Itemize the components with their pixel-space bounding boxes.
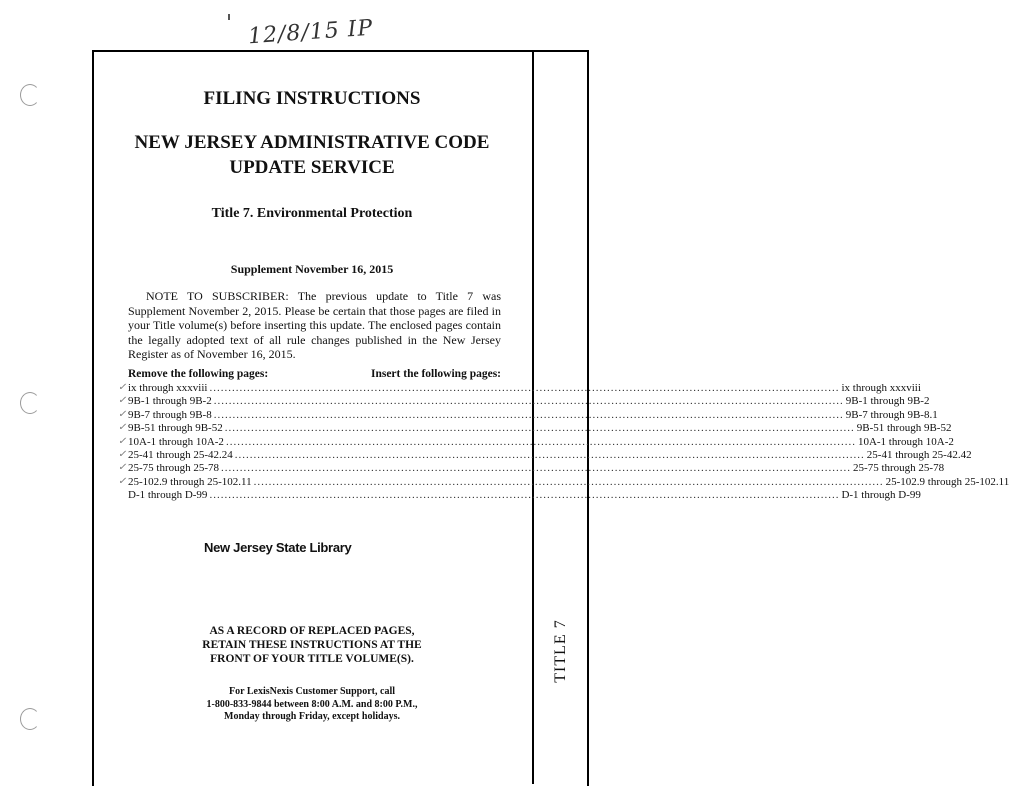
table-row [128,489,921,502]
table-row [118,395,930,408]
page-replacement-table [118,368,1009,503]
table-row [118,448,972,462]
dot-leader [214,395,844,407]
punch-hole-icon [20,84,40,106]
library-stamp: New Jersey State Library [204,540,352,555]
table-row [118,462,945,475]
checkmark-icon: ✓ [118,462,127,474]
dot-leader [254,476,884,488]
dot-leader [221,462,851,474]
record-line: RETAIN THESE INSTRUCTIONS AT THE [202,639,422,651]
insert-pages-cell: 9B-51 through 9B-52 [856,422,952,435]
customer-support-info [92,686,532,724]
remove-pages-cell: 25-102.9 through 25-102.11 [128,475,252,488]
remove-pages-cell: 25-41 through 25-42.24 [128,448,233,461]
support-line: For LexisNexis Customer Support, call [228,686,395,697]
spine-title-label: TITLE 7 [552,619,569,683]
insert-pages-cell: 25-102.9 through 25-102.11 [885,475,1009,488]
checkmark-icon: ✓ [118,448,127,460]
punch-hole-icon [20,708,40,730]
pen-mark [228,14,230,20]
dot-leader [226,436,856,448]
service-title-line: UPDATE SERVICE [229,157,395,178]
checkmark-icon: ✓ [118,435,127,447]
remove-pages-cell: ix through xxxviii [128,382,208,394]
record-instructions [92,624,532,666]
insert-pages-cell: D-1 through D-99 [841,489,921,502]
insert-pages-cell: 9B-1 through 9B-2 [845,395,930,408]
remove-pages-cell: 25-75 through 25-78 [128,462,220,475]
dot-leader [214,409,844,421]
dot-leader [209,382,839,394]
table-row [118,475,1009,489]
remove-pages-cell: 10A-1 through 10A-2 [128,435,224,448]
handwritten-date-note: 12/8/15 IP [247,15,375,50]
checkmark-icon: ✓ [118,382,127,393]
insert-pages-cell: 9B-7 through 9B-8.1 [845,408,938,421]
supplement-date: Supplement November 16, 2015 [230,262,394,276]
checkmark-icon: ✓ [118,395,127,407]
service-title [92,130,532,180]
support-line: 1-800-833-9844 between 8:00 A.M. and 8:00 P.M., [206,698,418,710]
table-row [118,435,954,449]
subscriber-note: NOTE TO SUBSCRIBER: The previous update to Title 7 was Supplement November 2, 2015. Please be certain that those pages are filed in your Title volume(s) before inserting this update. The enclosed pages contain the legally adopted text of all rule changes published in the New Jersey Register as of November 16, 2015. [128,289,501,361]
table-header [128,368,501,382]
remove-pages-cell: 9B-1 through 9B-2 [128,395,212,408]
insert-pages-cell: 25-41 through 25-42.42 [866,448,972,461]
table-row [118,408,938,422]
remove-pages-cell: 9B-7 through 9B-8 [128,408,212,421]
remove-pages-cell: D-1 through D-99 [128,489,208,502]
dot-leader [225,422,855,434]
dot-leader [235,449,865,461]
insert-pages-cell: 10A-1 through 10A-2 [857,435,954,448]
table-row [118,382,921,395]
checkmark-icon: ✓ [118,422,127,434]
dot-leader [209,489,839,501]
support-line: Monday through Friday, except holidays. [224,711,400,722]
checkmark-icon: ✓ [118,408,127,420]
insert-pages-cell: ix through xxxviii [841,382,921,394]
service-title-line: NEW JERSEY ADMINISTRATIVE CODE [134,132,490,153]
record-line: FRONT OF YOUR TITLE VOLUME(S). [210,653,414,665]
record-line: AS A RECORD OF REPLACED PAGES, [209,625,415,637]
table-rows [118,382,1009,503]
insert-pages-cell: 25-75 through 25-78 [853,462,945,475]
table-row [118,422,952,435]
remove-pages-cell: 9B-51 through 9B-52 [128,422,223,435]
remove-header: Remove the following pages: [128,368,269,380]
punch-hole-icon [20,392,40,414]
title-subtitle: Title 7. Environmental Protection [211,206,413,221]
page-heading: FILING INSTRUCTIONS [203,88,421,109]
insert-header: Insert the following pages: [370,368,501,380]
checkmark-icon: ✓ [118,475,127,487]
